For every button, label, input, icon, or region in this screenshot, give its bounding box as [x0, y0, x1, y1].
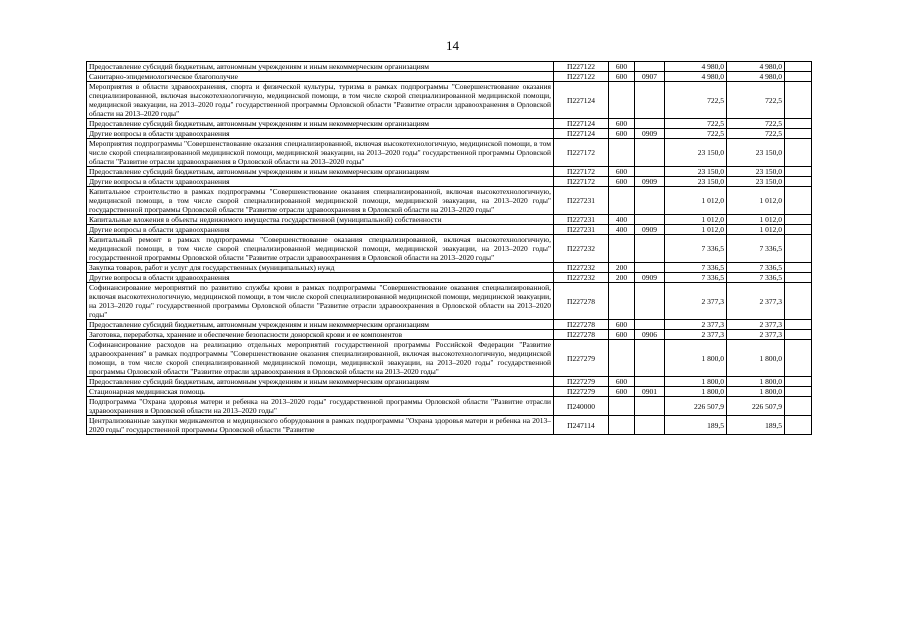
row-expense-type-cell: 600	[609, 320, 635, 330]
row-code-cell: П227231	[554, 187, 609, 215]
row-expense-type-cell: 600	[609, 62, 635, 72]
row-name-cell: Капитальное строительство в рамках подпрограммы "Совершенствование оказания специализированной, включая высокотехнологичную, медицинской помощи, в том числе скорой специализированной медицинской помощи, медицинской эвакуации, на 2013–2020 годы" государственной программы Орловской области "Развитие отрасли здравоохранения в Орловской области на 2013–2020 годы"	[87, 187, 554, 215]
row-amount-cell: 722,5	[665, 82, 727, 119]
budget-table-body	[87, 62, 812, 435]
row-name-cell: Предоставление субсидий бюджетным, автономным учреждениям и иным некоммерческим организациям	[87, 377, 554, 387]
row-code-cell: П227232	[554, 273, 609, 283]
row-name-cell: Стационарная медицинская помощь	[87, 387, 554, 397]
table-row	[87, 387, 812, 397]
row-extra-cell	[785, 387, 812, 397]
row-expense-type-cell	[609, 187, 635, 215]
row-code-cell: П227279	[554, 340, 609, 377]
row-section-cell	[635, 139, 665, 167]
row-amount-cell: 1 012,0	[665, 215, 727, 225]
row-section-cell	[635, 283, 665, 320]
row-amount-2-cell: 23 150,0	[727, 167, 785, 177]
row-amount-2-cell: 23 150,0	[727, 177, 785, 187]
row-expense-type-cell: 600	[609, 377, 635, 387]
row-name-cell: Централизованные закупки медикаментов и медицинского оборудования в рамках подпрограммы "Охрана здоровья матери и ребенка на 2013–2020 годы" государственной программы Орловской области "Развитие	[87, 416, 554, 435]
row-amount-2-cell: 23 150,0	[727, 139, 785, 167]
row-extra-cell	[785, 129, 812, 139]
table-row	[87, 320, 812, 330]
table-row	[87, 330, 812, 340]
row-code-cell: П227278	[554, 330, 609, 340]
row-section-cell: 0909	[635, 129, 665, 139]
row-section-cell: 0909	[635, 273, 665, 283]
row-amount-2-cell: 1 800,0	[727, 387, 785, 397]
row-code-cell: П227278	[554, 320, 609, 330]
row-section-cell: 0909	[635, 177, 665, 187]
row-code-cell: П227232	[554, 235, 609, 263]
row-name-cell: Предоставление субсидий бюджетным, автономным учреждениям и иным некоммерческим организациям	[87, 167, 554, 177]
row-extra-cell	[785, 72, 812, 82]
row-expense-type-cell: 400	[609, 225, 635, 235]
row-expense-type-cell	[609, 340, 635, 377]
row-expense-type-cell: 600	[609, 119, 635, 129]
row-code-cell: П227124	[554, 82, 609, 119]
row-extra-cell	[785, 82, 812, 119]
row-amount-2-cell: 2 377,3	[727, 283, 785, 320]
table-row	[87, 167, 812, 177]
row-name-cell: Предоставление субсидий бюджетным, автономным учреждениям и иным некоммерческим организациям	[87, 62, 554, 72]
table-row	[87, 273, 812, 283]
row-amount-cell: 1 800,0	[665, 387, 727, 397]
row-code-cell: П227172	[554, 177, 609, 187]
row-expense-type-cell: 600	[609, 167, 635, 177]
table-row	[87, 377, 812, 387]
row-amount-cell: 1 012,0	[665, 225, 727, 235]
row-amount-2-cell: 722,5	[727, 129, 785, 139]
table-row	[87, 177, 812, 187]
table-row	[87, 235, 812, 263]
table-row	[87, 82, 812, 119]
row-name-cell: Санитарно-эпидемиологическое благополучие	[87, 72, 554, 82]
table-row	[87, 263, 812, 273]
row-expense-type-cell	[609, 416, 635, 435]
row-extra-cell	[785, 330, 812, 340]
row-code-cell: П227172	[554, 139, 609, 167]
row-amount-cell: 189,5	[665, 416, 727, 435]
row-amount-cell: 4 980,0	[665, 62, 727, 72]
row-name-cell: Другие вопросы в области здравоохранения	[87, 225, 554, 235]
row-name-cell: Предоставление субсидий бюджетным, автономным учреждениям и иным некоммерческим организациям	[87, 320, 554, 330]
row-section-cell	[635, 187, 665, 215]
row-section-cell: 0909	[635, 225, 665, 235]
table-row	[87, 139, 812, 167]
row-section-cell	[635, 397, 665, 416]
row-name-cell: Закупка товаров, работ и услуг для государственных (муниципальных) нужд	[87, 263, 554, 273]
row-amount-2-cell: 2 377,3	[727, 330, 785, 340]
row-section-cell: 0907	[635, 72, 665, 82]
row-code-cell: П227122	[554, 62, 609, 72]
row-amount-2-cell: 2 377,3	[727, 320, 785, 330]
row-extra-cell	[785, 263, 812, 273]
row-code-cell: П227172	[554, 167, 609, 177]
row-amount-2-cell: 4 980,0	[727, 62, 785, 72]
row-extra-cell	[785, 225, 812, 235]
row-amount-cell: 23 150,0	[665, 139, 727, 167]
row-extra-cell	[785, 340, 812, 377]
row-extra-cell	[785, 215, 812, 225]
page-number: 14	[446, 38, 459, 53]
row-section-cell	[635, 320, 665, 330]
row-expense-type-cell	[609, 397, 635, 416]
row-extra-cell	[785, 119, 812, 129]
row-code-cell: П240000	[554, 397, 609, 416]
row-expense-type-cell: 600	[609, 129, 635, 139]
row-amount-cell: 1 012,0	[665, 187, 727, 215]
row-amount-2-cell: 7 336,5	[727, 263, 785, 273]
row-section-cell	[635, 263, 665, 273]
row-code-cell: П227279	[554, 387, 609, 397]
table-row	[87, 129, 812, 139]
row-section-cell: 0906	[635, 330, 665, 340]
table-row	[87, 119, 812, 129]
row-extra-cell	[785, 320, 812, 330]
row-amount-2-cell: 7 336,5	[727, 235, 785, 263]
row-section-cell	[635, 235, 665, 263]
row-section-cell	[635, 167, 665, 177]
row-amount-2-cell: 7 336,5	[727, 273, 785, 283]
row-section-cell	[635, 340, 665, 377]
row-code-cell: П247114	[554, 416, 609, 435]
row-section-cell: 0901	[635, 387, 665, 397]
row-section-cell	[635, 62, 665, 72]
row-amount-2-cell: 1 012,0	[727, 215, 785, 225]
row-amount-2-cell: 1 800,0	[727, 340, 785, 377]
row-expense-type-cell: 600	[609, 177, 635, 187]
row-amount-cell: 2 377,3	[665, 330, 727, 340]
row-section-cell	[635, 416, 665, 435]
row-expense-type-cell: 600	[609, 72, 635, 82]
row-code-cell: П227122	[554, 72, 609, 82]
table-row	[87, 283, 812, 320]
row-expense-type-cell: 600	[609, 330, 635, 340]
row-name-cell: Мероприятия подпрограммы "Совершенствование оказания специализированной, включая высокотехнологичную, медицинской помощи, в том числе скорой специализированной медицинской помощи, медицинской эвакуации, на 2013–2020 годы" государственной программы Орловской области "Развитие отрасли здравоохранения в Орловской области на 2013–2020 годы"	[87, 139, 554, 167]
row-amount-2-cell: 189,5	[727, 416, 785, 435]
row-name-cell: Другие вопросы в области здравоохранения	[87, 273, 554, 283]
row-extra-cell	[785, 62, 812, 72]
row-amount-2-cell: 4 980,0	[727, 72, 785, 82]
row-name-cell: Капитальный ремонт в рамках подпрограммы "Совершенствование оказания специализированной, включая высокотехнологичную, медицинской помощи, в том числе скорой специализированной медицинской помощи, медицинской эвакуации, на 2013–2020 годы" государственной программы Орловской области "Развитие отрасли здравоохранения в Орловской области на 2013–2020 годы"	[87, 235, 554, 263]
row-amount-2-cell: 1 012,0	[727, 187, 785, 215]
row-amount-cell: 7 336,5	[665, 263, 727, 273]
row-extra-cell	[785, 187, 812, 215]
row-expense-type-cell: 200	[609, 263, 635, 273]
row-extra-cell	[785, 377, 812, 387]
row-amount-cell: 7 336,5	[665, 235, 727, 263]
row-expense-type-cell: 600	[609, 387, 635, 397]
row-expense-type-cell: 400	[609, 215, 635, 225]
row-amount-2-cell: 226 507,9	[727, 397, 785, 416]
table-row	[87, 340, 812, 377]
row-code-cell: П227231	[554, 215, 609, 225]
row-code-cell: П227231	[554, 225, 609, 235]
row-name-cell: Подпрограмма "Охрана здоровья матери и ребенка на 2013–2020 годы" государственной программы Орловской области "Развитие отрасли здравоохранения в Орловской области на 2013–2020 годы"	[87, 397, 554, 416]
row-amount-2-cell: 722,5	[727, 119, 785, 129]
table-row	[87, 215, 812, 225]
row-extra-cell	[785, 167, 812, 177]
row-section-cell	[635, 119, 665, 129]
row-name-cell: Мероприятия в области здравоохранения, спорта и физической культуры, туризма в рамках подпрограммы "Совершенствование оказания специализированной, включая высокотехнологичную, медицинской помощи, в том числе скорой специализированной медицинской помощи, медицинской эвакуации, на 2013–2020 годы" государственной программы Орловской области "Развитие отрасли здравоохранения в Орловской области на 2013–2020 годы"	[87, 82, 554, 119]
row-extra-cell	[785, 273, 812, 283]
row-amount-cell: 2 377,3	[665, 283, 727, 320]
row-extra-cell	[785, 235, 812, 263]
row-name-cell: Другие вопросы в области здравоохранения	[87, 177, 554, 187]
row-amount-cell: 2 377,3	[665, 320, 727, 330]
row-amount-cell: 1 800,0	[665, 377, 727, 387]
row-extra-cell	[785, 416, 812, 435]
row-name-cell: Капитальные вложения в объекты недвижимого имущества государственной (муниципальной) собственности	[87, 215, 554, 225]
row-name-cell: Софинансирование расходов на реализацию отдельных мероприятий государственной программы Российской Федерации "Развитие здравоохранения" в рамках подпрограммы "Совершенствование оказания специализированной, включая высокотехнологичную, медицинской помощи, в том числе скорой специализированной медицинской помощи, медицинской эвакуации, на 2013–2020 годы" государственной программы Орловской области "Развитие отрасли здравоохранения в Орловской области на 2013–2020 годы"	[87, 340, 554, 377]
row-amount-cell: 722,5	[665, 129, 727, 139]
row-amount-cell: 226 507,9	[665, 397, 727, 416]
row-code-cell: П227124	[554, 119, 609, 129]
row-name-cell: Софинансирование мероприятий по развитию службы крови в рамках подпрограммы "Совершенствование оказания специализированной, включая высокотехнологичную, медицинской помощи, в том числе скорой специализированной медицинской помощи, медицинской эвакуации, на 2013–2020 годы" государственной программы Орловской области "Развитие отрасли здравоохранения в Орловской области на 2013–2020 годы"	[87, 283, 554, 320]
row-extra-cell	[785, 397, 812, 416]
row-amount-cell: 23 150,0	[665, 177, 727, 187]
row-expense-type-cell	[609, 82, 635, 119]
row-amount-2-cell: 1 800,0	[727, 377, 785, 387]
row-code-cell: П227124	[554, 129, 609, 139]
row-amount-cell: 4 980,0	[665, 72, 727, 82]
row-expense-type-cell	[609, 235, 635, 263]
row-section-cell	[635, 377, 665, 387]
budget-table	[86, 61, 812, 435]
row-name-cell: Заготовка, переработка, хранение и обеспечение безопасности донорской крови и ее компонентов	[87, 330, 554, 340]
table-row	[87, 187, 812, 215]
row-section-cell	[635, 215, 665, 225]
row-extra-cell	[785, 139, 812, 167]
row-name-cell: Предоставление субсидий бюджетным, автономным учреждениям и иным некоммерческим организациям	[87, 119, 554, 129]
row-amount-2-cell: 1 012,0	[727, 225, 785, 235]
row-code-cell: П227278	[554, 283, 609, 320]
row-code-cell: П227232	[554, 263, 609, 273]
row-amount-cell: 1 800,0	[665, 340, 727, 377]
table-row	[87, 416, 812, 435]
table-row	[87, 225, 812, 235]
row-code-cell: П227279	[554, 377, 609, 387]
row-expense-type-cell	[609, 139, 635, 167]
row-expense-type-cell	[609, 283, 635, 320]
row-section-cell	[635, 82, 665, 119]
row-extra-cell	[785, 283, 812, 320]
row-amount-cell: 7 336,5	[665, 273, 727, 283]
row-amount-cell: 722,5	[665, 119, 727, 129]
table-row	[87, 72, 812, 82]
row-amount-2-cell: 722,5	[727, 82, 785, 119]
table-row	[87, 62, 812, 72]
row-expense-type-cell: 200	[609, 273, 635, 283]
table-row	[87, 397, 812, 416]
row-extra-cell	[785, 177, 812, 187]
row-name-cell: Другие вопросы в области здравоохранения	[87, 129, 554, 139]
row-amount-cell: 23 150,0	[665, 167, 727, 177]
